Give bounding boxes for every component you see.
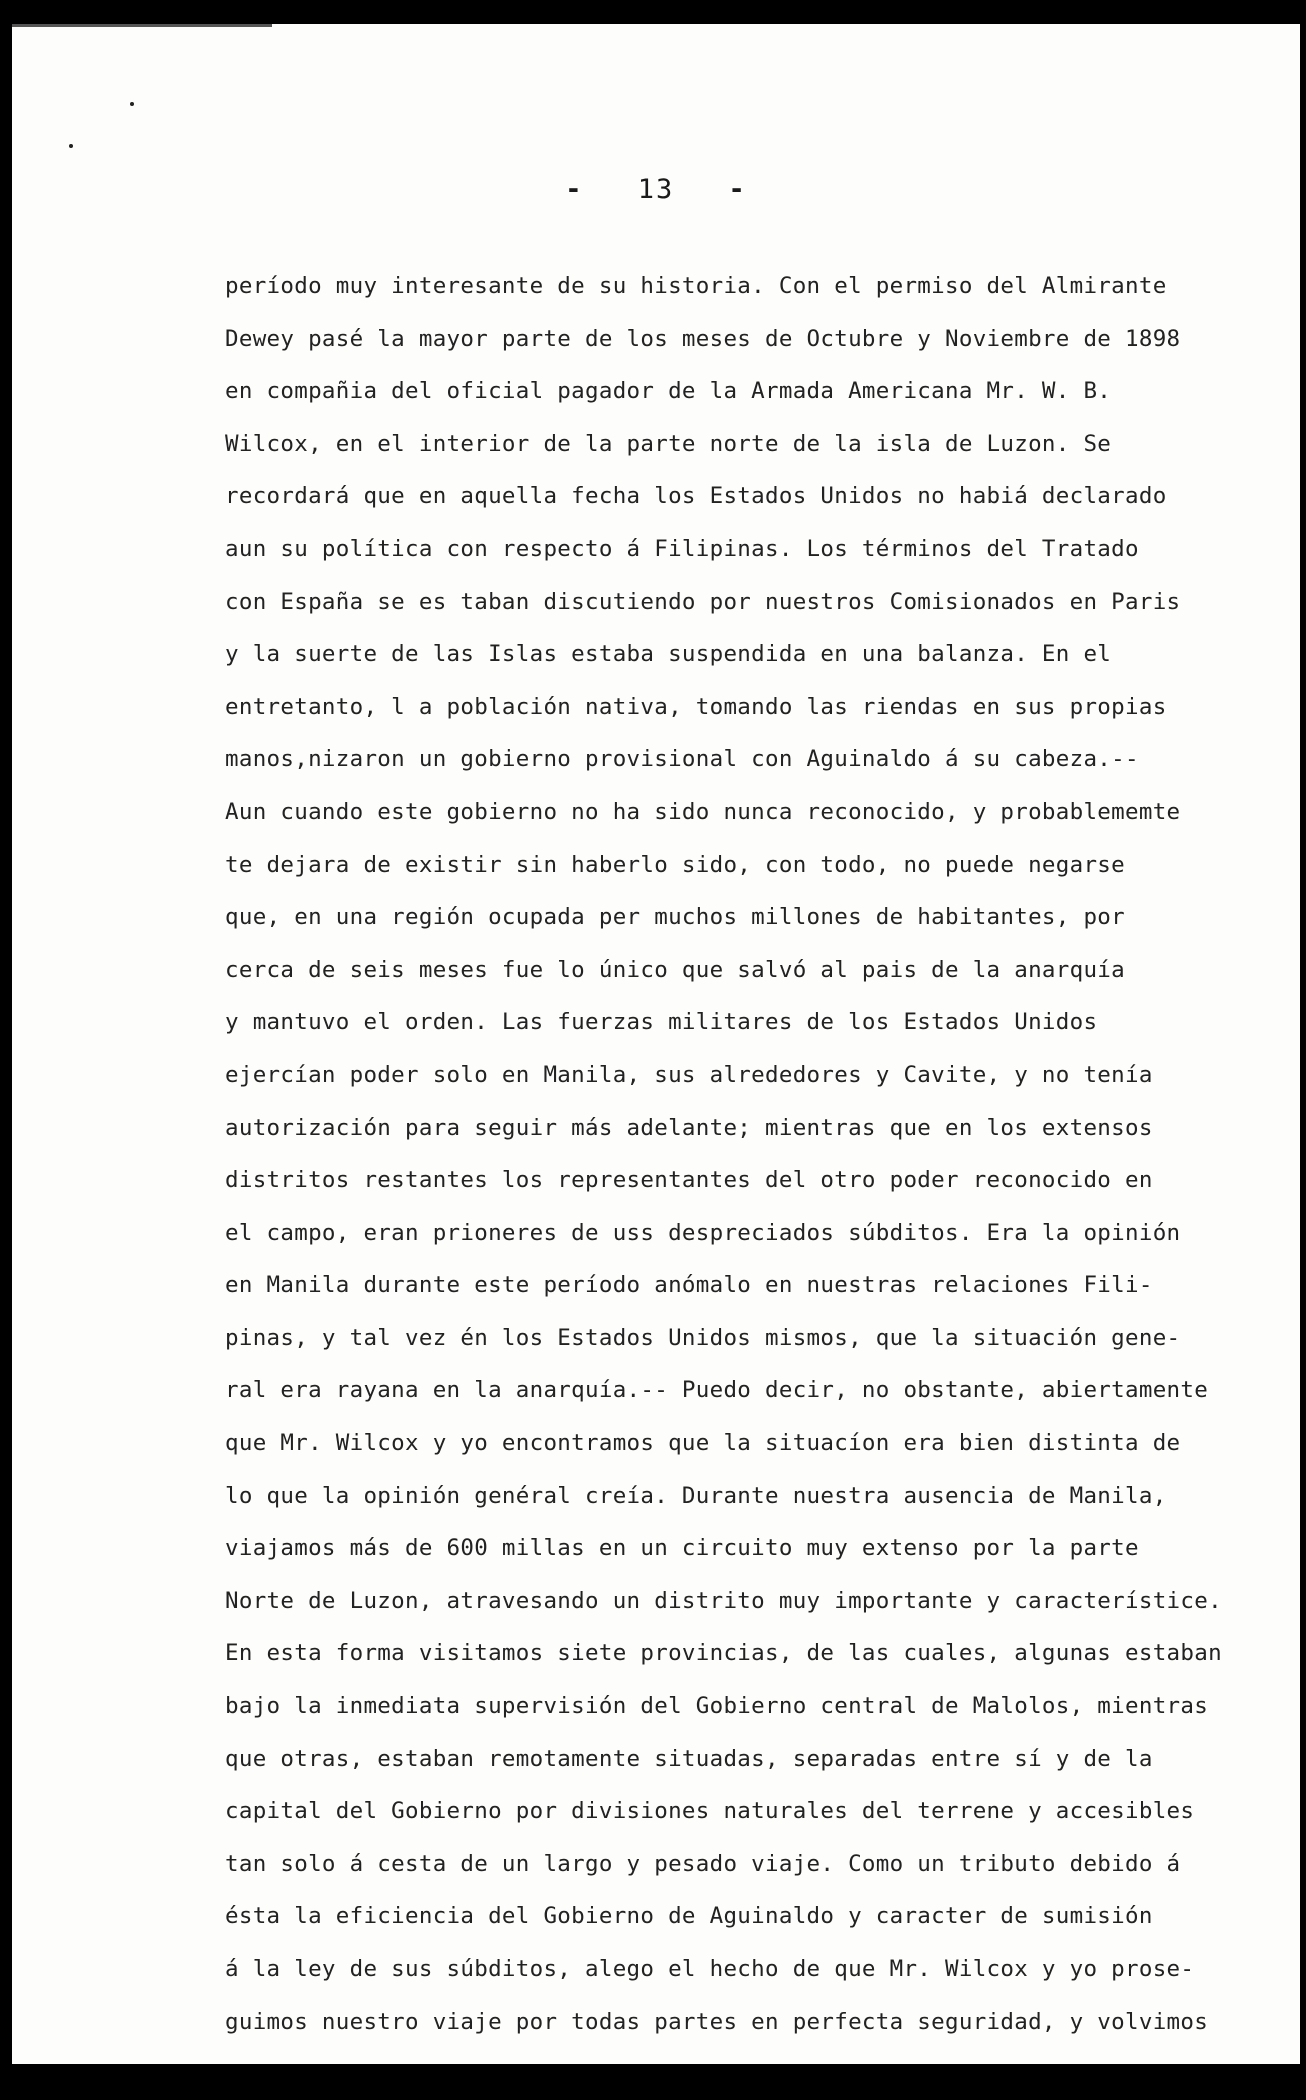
text-line: pinas, y tal vez én los Estados Unidos mismos, que la situación gene- xyxy=(225,1324,1181,1351)
text-line: y mantuvo el orden. Las fuerzas militares de los Estados Unidos xyxy=(225,1009,1098,1036)
text-line: Wilcox, en el interior de la parte norte de la isla de Luzon. Se xyxy=(225,430,1112,457)
text-line: período muy interesante de su historia. Con el permiso del Almirante xyxy=(225,273,1167,299)
text-line: á la ley de sus súbditos, alego el hecho de que Mr. Wilcox y yo prose- xyxy=(225,1956,1195,1982)
body-text xyxy=(225,260,1225,2048)
text-line: ésta la eficiencia del Gobierno de Aguinaldo y caracter de sumisión xyxy=(225,1903,1153,1930)
text-line: Aun cuando este gobierno no ha sido nunca reconocido, y probablememte xyxy=(225,798,1181,825)
text-line: tan solo á cesta de un largo y pesado viaje. Como un tributo debido á xyxy=(225,1850,1181,1877)
text-line: En esta forma visitamos siete provincias, de las cuales, algunas estaban xyxy=(225,1640,1222,1667)
text-line: lo que la opinión genéral creía. Durante nuestra ausencia de Manila, xyxy=(225,1482,1167,1509)
text-line: bajo la inmediata supervisión del Gobierno central de Malolos, mientras xyxy=(225,1693,1209,1720)
scan-speck xyxy=(69,144,73,148)
text-line: que otras, estaban remotamente situadas, separadas entre sí y de la xyxy=(225,1745,1153,1772)
text-line: autorización para seguir más adelante; mientras que en los extensos xyxy=(225,1114,1153,1141)
scan-speck xyxy=(130,102,134,106)
text-line: en compañia del oficial pagador de la Armada Americana Mr. W. B. xyxy=(225,378,1112,405)
text-line: y la suerte de las Islas estaba suspendida en una balanza. En el xyxy=(225,641,1112,668)
document-page xyxy=(12,24,1300,2064)
text-line: que, en una región ocupada per muchos millones de habitantes, por xyxy=(225,904,1125,931)
text-line: capital del Gobierno por divisiones naturales del terrene y accesibles xyxy=(225,1798,1195,1825)
page-number-value: 13 xyxy=(637,174,675,205)
page-number-dash-left: - xyxy=(565,174,584,205)
text-line: recordará que en aquella fecha los Estados Unidos no habiá declarado xyxy=(225,483,1167,510)
text-line: con España se es taban discutiendo por nuestros Comisionados en Paris xyxy=(225,588,1181,615)
page-number xyxy=(12,174,1300,205)
top-rule xyxy=(12,24,272,27)
text-line: aun su política con respecto á Filipinas. Los términos del Tratado xyxy=(225,535,1139,562)
text-line: Dewey pasé la mayor parte de los meses de Octubre y Noviembre de 1898 xyxy=(225,325,1181,352)
text-line: ejercían poder solo en Manila, sus alrededores y Cavite, y no tenía xyxy=(225,1061,1153,1088)
text-line: distritos restantes los representantes del otro poder reconocido en xyxy=(225,1167,1153,1194)
text-line: manos,nizaron un gobierno provisional con Aguinaldo á su cabeza.-- xyxy=(225,746,1139,773)
text-line: te dejara de existir sin haberlo sido, con todo, no puede negarse xyxy=(225,851,1125,878)
text-line: que Mr. Wilcox y yo encontramos que la situacíon era bien distinta de xyxy=(225,1430,1181,1457)
text-line: entretanto, l a población nativa, tomando las riendas en sus propias xyxy=(225,693,1167,720)
text-line: cerca de seis meses fue lo único que salvó al pais de la anarquía xyxy=(225,956,1125,983)
text-line: guimos nuestro viaje por todas partes en perfecta seguridad, y volvimos xyxy=(225,2008,1209,2035)
text-line: ral era rayana en la anarquía.-- Puedo decir, no obstante, abiertamente xyxy=(225,1377,1209,1404)
text-line: Norte de Luzon, atravesando un distrito muy importante y característice. xyxy=(225,1587,1222,1614)
text-line: viajamos más de 600 millas en un circuito muy extenso por la parte xyxy=(225,1535,1139,1562)
text-line: en Manila durante este período anómalo en nuestras relaciones Fili- xyxy=(225,1272,1153,1299)
text-line: el campo, eran prioneres de uss despreciados súbditos. Era la opinión xyxy=(225,1219,1181,1246)
page-number-dash-right: - xyxy=(728,174,747,205)
